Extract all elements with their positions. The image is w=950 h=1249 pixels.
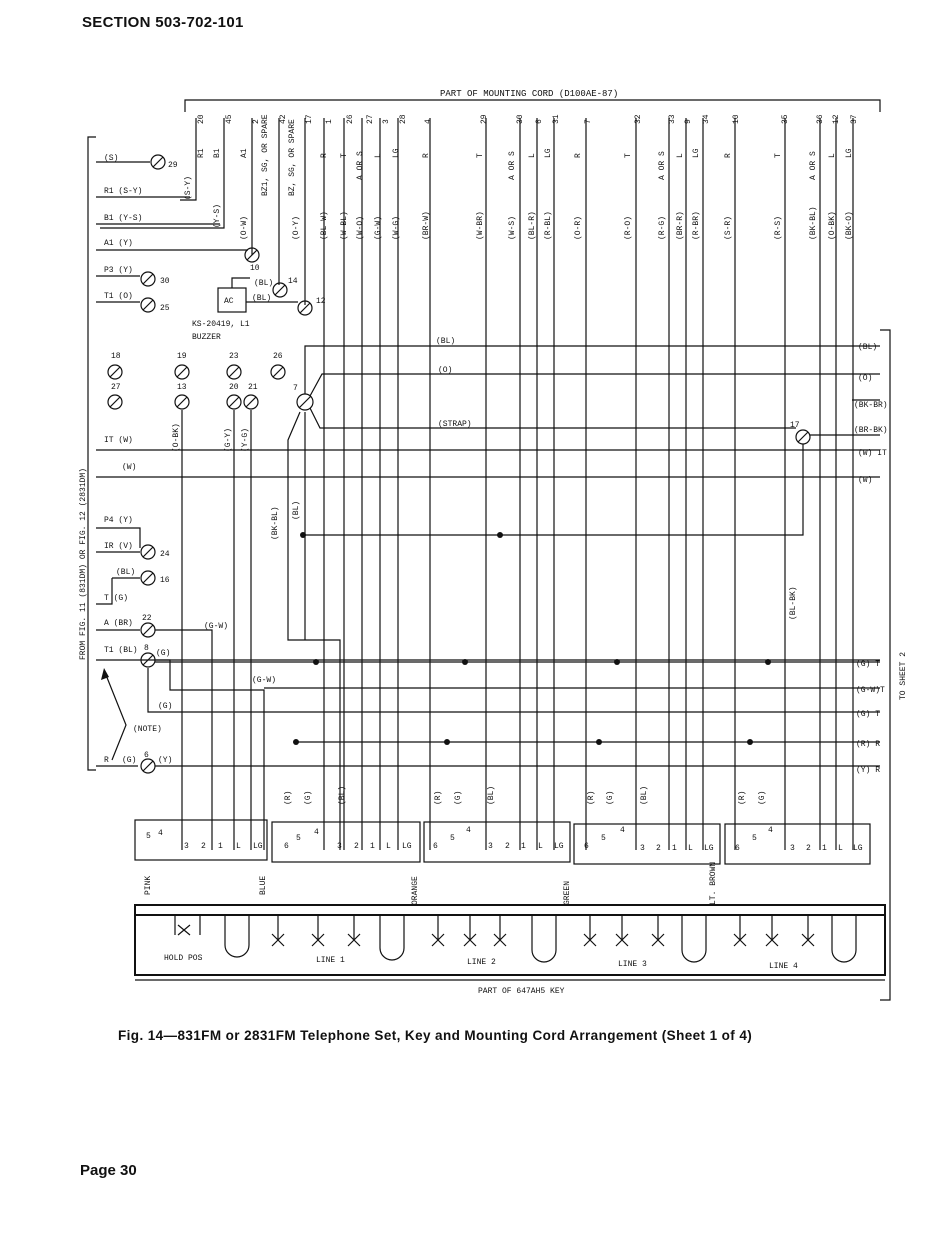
svg-text:(BR-R): (BR-R) bbox=[676, 211, 685, 240]
svg-text:1: 1 bbox=[672, 844, 677, 853]
svg-text:3: 3 bbox=[790, 844, 795, 853]
svg-text:2: 2 bbox=[201, 842, 206, 851]
svg-text:LG: LG bbox=[253, 842, 263, 851]
svg-text:(BL-W): (BL-W) bbox=[320, 211, 329, 240]
svg-text:4: 4 bbox=[424, 119, 433, 124]
svg-text:(BR-BK): (BR-BK) bbox=[854, 426, 888, 435]
svg-text:3: 3 bbox=[488, 842, 493, 851]
svg-text:10: 10 bbox=[250, 264, 260, 273]
svg-text:6: 6 bbox=[433, 842, 438, 851]
svg-text:(BL): (BL) bbox=[292, 500, 301, 520]
svg-text:(W-S): (W-S) bbox=[508, 215, 517, 240]
svg-text:T: T bbox=[624, 153, 633, 158]
svg-text:LG: LG bbox=[402, 842, 412, 851]
svg-text:KS-20419, L1: KS-20419, L1 bbox=[192, 320, 250, 329]
svg-text:(BK-O): (BK-O) bbox=[845, 211, 854, 240]
svg-text:(NOTE): (NOTE) bbox=[133, 725, 162, 734]
svg-text:5: 5 bbox=[752, 834, 757, 843]
svg-text:30: 30 bbox=[160, 277, 170, 286]
svg-text:(BL): (BL) bbox=[254, 279, 274, 288]
svg-text:4: 4 bbox=[466, 826, 471, 835]
terminals bbox=[108, 155, 810, 773]
svg-text:IR (V): IR (V) bbox=[104, 542, 133, 551]
svg-text:(G-Y): (G-Y) bbox=[224, 427, 233, 452]
svg-text:L: L bbox=[688, 844, 693, 853]
svg-text:4: 4 bbox=[768, 826, 773, 835]
svg-text:A1: A1 bbox=[240, 148, 249, 158]
svg-text:B1: B1 bbox=[213, 148, 222, 158]
svg-text:14: 14 bbox=[288, 277, 298, 286]
svg-text:12: 12 bbox=[316, 297, 326, 306]
svg-text:33: 33 bbox=[668, 114, 677, 124]
svg-text:(BL): (BL) bbox=[116, 568, 136, 577]
svg-text:T: T bbox=[340, 153, 349, 158]
left-bracket bbox=[88, 137, 96, 770]
svg-text:(R-O): (R-O) bbox=[624, 215, 633, 240]
note bbox=[101, 668, 162, 760]
svg-text:LINE 1: LINE 1 bbox=[316, 956, 345, 965]
svg-text:(BL): (BL) bbox=[487, 785, 496, 805]
figure-caption: Fig. 14—831FM or 2831FM Telephone Set, Key and Mounting Cord Arrangement (Sheet 1 of 4) bbox=[118, 1028, 753, 1043]
svg-text:LINE 3: LINE 3 bbox=[618, 960, 647, 969]
svg-text:(G-W): (G-W) bbox=[252, 676, 277, 685]
svg-text:5: 5 bbox=[601, 834, 606, 843]
svg-text:27: 27 bbox=[366, 114, 375, 124]
svg-text:(G-W): (G-W) bbox=[374, 215, 383, 240]
svg-text:(Y) R: (Y) R bbox=[856, 766, 881, 775]
svg-text:13: 13 bbox=[177, 383, 187, 392]
mid-wire-labels bbox=[172, 423, 301, 540]
svg-text:R: R bbox=[724, 153, 733, 158]
terminal-drops bbox=[148, 410, 880, 850]
svg-text:L: L bbox=[538, 842, 543, 851]
svg-text:PINK: PINK bbox=[144, 875, 153, 895]
mounting-cord-bracket bbox=[185, 100, 880, 112]
svg-text:(BK-BL): (BK-BL) bbox=[271, 506, 280, 540]
svg-text:17: 17 bbox=[790, 421, 800, 430]
svg-text:(BL): (BL) bbox=[338, 785, 347, 805]
svg-text:31: 31 bbox=[552, 114, 561, 124]
svg-text:9: 9 bbox=[684, 119, 693, 124]
page-number: Page 30 bbox=[80, 1162, 137, 1179]
svg-text:(G): (G) bbox=[606, 790, 615, 805]
svg-text:BZ, SG, OR SPARE: BZ, SG, OR SPARE bbox=[288, 119, 297, 196]
svg-text:(STRAP): (STRAP) bbox=[438, 420, 472, 429]
svg-text:20: 20 bbox=[197, 114, 206, 124]
svg-text:30: 30 bbox=[516, 114, 525, 124]
svg-text:LG: LG bbox=[392, 148, 401, 158]
right-edge-label: TO SHEET 2 bbox=[899, 651, 908, 700]
svg-text:1: 1 bbox=[218, 842, 223, 851]
svg-text:L: L bbox=[676, 153, 685, 158]
svg-text:29: 29 bbox=[168, 161, 178, 170]
svg-text:L: L bbox=[828, 153, 837, 158]
svg-text:(BL): (BL) bbox=[252, 294, 272, 303]
svg-text:(R-S): (R-S) bbox=[774, 215, 783, 240]
svg-text:IT (W): IT (W) bbox=[104, 436, 133, 445]
svg-text:6: 6 bbox=[535, 119, 544, 124]
svg-text:(S-Y): (S-Y) bbox=[184, 175, 193, 200]
svg-text:HOLD POS: HOLD POS bbox=[164, 954, 203, 963]
svg-text:22: 22 bbox=[142, 614, 152, 623]
svg-text:(S): (S) bbox=[104, 154, 119, 163]
svg-text:(W) IT: (W) IT bbox=[858, 449, 887, 458]
svg-text:6: 6 bbox=[284, 842, 289, 851]
svg-text:(R) R: (R) R bbox=[856, 740, 881, 749]
svg-text:6: 6 bbox=[584, 842, 589, 851]
section-header: SECTION 503-702-101 bbox=[82, 14, 244, 31]
svg-text:(BL): (BL) bbox=[436, 337, 456, 346]
svg-text:29: 29 bbox=[480, 114, 489, 124]
svg-text:2: 2 bbox=[252, 119, 261, 124]
svg-text:(Y-S): (Y-S) bbox=[213, 203, 222, 228]
svg-text:ORANGE: ORANGE bbox=[411, 876, 420, 905]
key-blocks bbox=[135, 820, 870, 864]
svg-text:36: 36 bbox=[816, 114, 825, 124]
svg-text:(BL-R): (BL-R) bbox=[528, 211, 537, 240]
svg-text:(G): (G) bbox=[454, 790, 463, 805]
svg-text:3: 3 bbox=[640, 844, 645, 853]
svg-text:GREEN: GREEN bbox=[563, 880, 572, 905]
svg-text:12: 12 bbox=[832, 114, 841, 124]
svg-text:T: T bbox=[774, 153, 783, 158]
svg-text:L: L bbox=[374, 153, 383, 158]
key-housing bbox=[135, 905, 885, 996]
svg-text:27: 27 bbox=[111, 383, 121, 392]
svg-text:R: R bbox=[320, 153, 329, 158]
svg-text:(G): (G) bbox=[304, 790, 313, 805]
svg-text:PART OF 647AH5 KEY: PART OF 647AH5 KEY bbox=[478, 987, 565, 996]
svg-text:20: 20 bbox=[229, 383, 239, 392]
svg-text:(R): (R) bbox=[738, 790, 747, 805]
svg-text:L: L bbox=[386, 842, 391, 851]
svg-text:(BK-BR): (BK-BR) bbox=[854, 401, 888, 410]
svg-text:LG: LG bbox=[853, 844, 863, 853]
svg-text:R: R bbox=[422, 153, 431, 158]
svg-text:5: 5 bbox=[146, 832, 151, 841]
svg-text:2: 2 bbox=[806, 844, 811, 853]
svg-text:(G) T: (G) T bbox=[856, 660, 881, 669]
svg-text:(W-BL): (W-BL) bbox=[340, 211, 349, 240]
svg-text:37: 37 bbox=[850, 114, 859, 124]
svg-text:7: 7 bbox=[584, 119, 593, 124]
svg-text:4: 4 bbox=[314, 828, 319, 837]
svg-text:(O-Y): (O-Y) bbox=[292, 215, 301, 240]
svg-text:A1 (Y): A1 (Y) bbox=[104, 239, 133, 248]
svg-text:4: 4 bbox=[158, 829, 163, 838]
svg-text:LINE 4: LINE 4 bbox=[769, 962, 798, 971]
svg-text:(G) T: (G) T bbox=[856, 710, 881, 719]
svg-text:(W-BR): (W-BR) bbox=[476, 211, 485, 240]
svg-text:LG: LG bbox=[692, 148, 701, 158]
svg-text:5: 5 bbox=[296, 834, 301, 843]
svg-text:BZ1, SG, OR SPARE: BZ1, SG, OR SPARE bbox=[261, 114, 270, 196]
svg-text:7: 7 bbox=[293, 384, 298, 393]
svg-text:(O): (O) bbox=[438, 366, 453, 375]
svg-text:(W): (W) bbox=[858, 476, 873, 485]
svg-text:1: 1 bbox=[521, 842, 526, 851]
svg-text:21: 21 bbox=[248, 383, 258, 392]
svg-text:LG: LG bbox=[544, 148, 553, 158]
svg-text:25: 25 bbox=[160, 304, 170, 313]
svg-text:A OR S: A OR S bbox=[809, 151, 818, 180]
svg-text:(W): (W) bbox=[122, 463, 137, 472]
svg-text:L: L bbox=[528, 153, 537, 158]
key-group-labels bbox=[284, 786, 767, 805]
svg-text:28: 28 bbox=[399, 114, 408, 124]
svg-text:B1 (Y-S): B1 (Y-S) bbox=[104, 214, 143, 223]
svg-text:42: 42 bbox=[279, 114, 288, 124]
svg-text:A OR S: A OR S bbox=[508, 151, 517, 180]
svg-text:2: 2 bbox=[505, 842, 510, 851]
svg-text:R1 (S-Y): R1 (S-Y) bbox=[104, 187, 143, 196]
left-leads bbox=[96, 154, 880, 766]
cord-color-labels bbox=[144, 862, 718, 905]
svg-text:16: 16 bbox=[160, 576, 170, 585]
left-edge-label: FROM FIG. 11 (831DM) OR FIG. 12 (2831DM) bbox=[79, 467, 88, 660]
svg-text:R1: R1 bbox=[197, 148, 206, 158]
svg-text:(R): (R) bbox=[434, 790, 443, 805]
svg-text:8: 8 bbox=[144, 644, 149, 653]
svg-text:(O-BK): (O-BK) bbox=[172, 423, 181, 452]
mid-lines bbox=[300, 337, 888, 620]
svg-text:(S-R): (S-R) bbox=[724, 215, 733, 240]
svg-text:(O-BK): (O-BK) bbox=[828, 211, 837, 240]
svg-text:T: T bbox=[476, 153, 485, 158]
svg-text:T1 (BL): T1 (BL) bbox=[104, 646, 138, 655]
svg-text:BUZZER: BUZZER bbox=[192, 333, 221, 342]
svg-text:R: R bbox=[104, 756, 109, 765]
svg-text:32: 32 bbox=[634, 114, 643, 124]
svg-text:26: 26 bbox=[346, 114, 355, 124]
svg-text:(W-O): (W-O) bbox=[356, 215, 365, 240]
svg-text:(G): (G) bbox=[158, 702, 173, 711]
svg-text:(R-BL): (R-BL) bbox=[544, 211, 553, 240]
svg-text:LG: LG bbox=[845, 148, 854, 158]
top-wire-colors bbox=[184, 176, 854, 240]
mounting-cord-label: PART OF MOUNTING CORD (D100AE-87) bbox=[440, 89, 619, 99]
top-signal-labels bbox=[197, 114, 854, 196]
svg-text:(G-W)T: (G-W)T bbox=[856, 686, 885, 695]
svg-text:LT. BROWN: LT. BROWN bbox=[709, 861, 718, 905]
svg-text:A OR S: A OR S bbox=[658, 151, 667, 180]
svg-text:(G): (G) bbox=[122, 756, 137, 765]
svg-text:(BL): (BL) bbox=[858, 343, 878, 352]
svg-text:(BL): (BL) bbox=[640, 785, 649, 805]
svg-text:5: 5 bbox=[450, 834, 455, 843]
svg-text:A (BR): A (BR) bbox=[104, 619, 133, 628]
svg-text:4: 4 bbox=[620, 826, 625, 835]
svg-text:AC: AC bbox=[224, 297, 234, 306]
svg-text:(BR-W): (BR-W) bbox=[422, 211, 431, 240]
svg-text:(G): (G) bbox=[758, 790, 767, 805]
svg-text:P4 (Y): P4 (Y) bbox=[104, 516, 133, 525]
svg-text:2: 2 bbox=[656, 844, 661, 853]
svg-text:LG: LG bbox=[704, 844, 714, 853]
svg-text:23: 23 bbox=[229, 352, 239, 361]
svg-text:24: 24 bbox=[160, 550, 170, 559]
svg-text:T (G): T (G) bbox=[104, 594, 129, 603]
svg-text:L: L bbox=[838, 844, 843, 853]
svg-text:2: 2 bbox=[354, 842, 359, 851]
svg-text:(R): (R) bbox=[587, 790, 596, 805]
svg-text:17: 17 bbox=[305, 114, 314, 124]
svg-text:LINE 2: LINE 2 bbox=[467, 958, 496, 967]
svg-text:6: 6 bbox=[735, 844, 740, 853]
svg-text:35: 35 bbox=[781, 114, 790, 124]
svg-text:1: 1 bbox=[370, 842, 375, 851]
svg-text:(O): (O) bbox=[858, 374, 873, 383]
svg-text:26: 26 bbox=[273, 352, 283, 361]
svg-text:18: 18 bbox=[111, 352, 121, 361]
svg-text:1: 1 bbox=[822, 844, 827, 853]
svg-text:(R): (R) bbox=[284, 790, 293, 805]
svg-text:BLUE: BLUE bbox=[259, 875, 268, 895]
svg-text:(Y-G): (Y-G) bbox=[241, 427, 250, 452]
svg-text:(BK-BL): (BK-BL) bbox=[809, 206, 818, 240]
svg-text:(G-W): (G-W) bbox=[204, 622, 229, 631]
svg-text:(R-BR): (R-BR) bbox=[692, 211, 701, 240]
svg-text:(W-G): (W-G) bbox=[392, 215, 401, 240]
svg-text:1: 1 bbox=[325, 119, 334, 124]
svg-text:P3 (Y): P3 (Y) bbox=[104, 266, 133, 275]
svg-text:(R-G): (R-G) bbox=[658, 215, 667, 240]
svg-text:(G): (G) bbox=[156, 649, 171, 658]
svg-text:LG: LG bbox=[554, 842, 564, 851]
svg-text:19: 19 bbox=[177, 352, 187, 361]
svg-text:(O-R): (O-R) bbox=[574, 215, 583, 240]
svg-text:(Y): (Y) bbox=[158, 756, 173, 765]
svg-text:T1 (O): T1 (O) bbox=[104, 292, 133, 301]
svg-text:A OR S: A OR S bbox=[356, 151, 365, 180]
svg-text:10: 10 bbox=[732, 114, 741, 124]
svg-text:R: R bbox=[574, 153, 583, 158]
svg-text:(O-W): (O-W) bbox=[240, 215, 249, 240]
svg-text:34: 34 bbox=[702, 114, 711, 124]
svg-text:3: 3 bbox=[337, 842, 342, 851]
svg-text:6: 6 bbox=[144, 751, 149, 760]
svg-text:45: 45 bbox=[225, 114, 234, 124]
svg-text:L: L bbox=[236, 842, 241, 851]
svg-text:3: 3 bbox=[184, 842, 189, 851]
svg-text:3: 3 bbox=[382, 119, 391, 124]
svg-text:(BL-BK): (BL-BK) bbox=[789, 586, 798, 620]
